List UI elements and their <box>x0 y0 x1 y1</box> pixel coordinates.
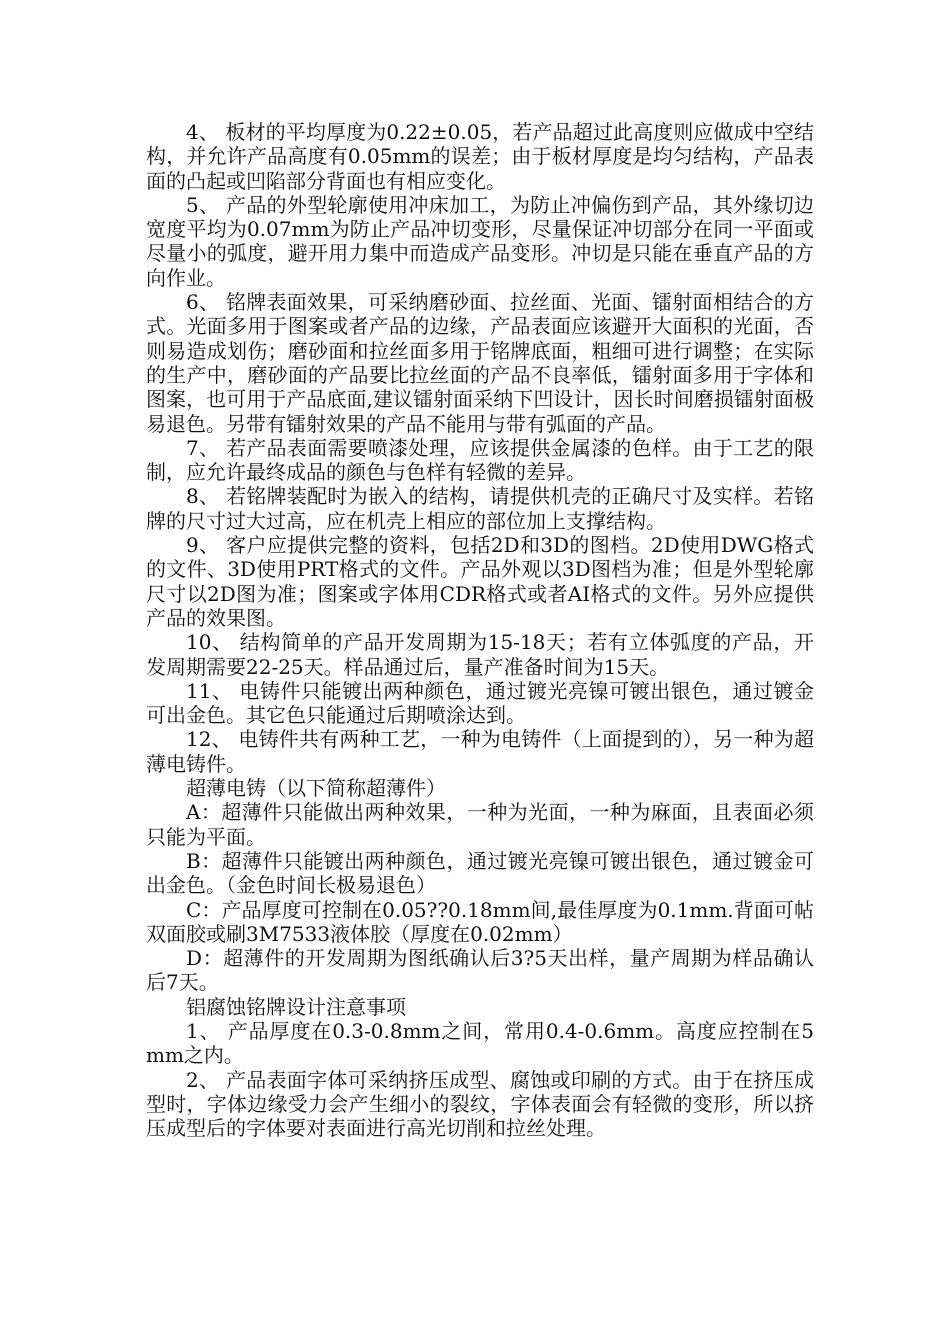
paragraph-item-10: 10、 结构简单的产品开发周期为15-18天；若有立体弧度的产品，开发周期需要22-25天。样品通过后，量产准备时间为15天。 <box>146 630 814 679</box>
paragraph-item-d: D：超薄件的开发周期为图纸确认后3?5天出样，量产周期为样品确认后7天。 <box>146 946 814 995</box>
paragraph-item-6: 6、 铭牌表面效果，可采纳磨砂面、拉丝面、光面、镭射面相结合的方式。光面多用于图案或者产品的边缘，产品表面应该避开大面积的光面，否则易造成划伤；磨砂面和拉丝面多用于铭牌底面，粗细可进行调整；在实际的生产中，磨砂面的产品要比拉丝面的产品不良率低，镭射面多用于字体和图案，也可用于产品底面,建议镭射面采纳下凹设计，因长时间磨损镭射面极易退色。另带有镭射效果的产品不能用与带有弧面的产品。 <box>146 290 814 436</box>
paragraph-item-a: A：超薄件只能做出两种效果，一种为光面，一种为麻面，且表面必须只能为平面。 <box>146 800 814 849</box>
paragraph-item-4: 4、 板材的平均厚度为0.22±0.05，若产品超过此高度则应做成中空结构，并允许产品高度有0.05mm的误差；由于板材厚度是均匀结构，产品表面的凸起或凹陷部分背面也有相应变化。 <box>146 120 814 193</box>
document-body <box>146 120 814 1140</box>
paragraph-item-alu-1: 1、 产品厚度在0.3-0.8mm之间，常用0.4-0.6mm。高度应控制在5 mm之内。 <box>146 1018 814 1068</box>
section-heading-aluminum-etched-nameplate: 铝腐蚀铭牌设计注意事项 <box>186 994 406 1019</box>
paragraph-item-7: 7、 若产品表面需要喷漆处理，应该提供金属漆的色样。由于工艺的限制，应允许最终成品的颜色与色样有轻微的差异。 <box>146 435 814 485</box>
paragraph-item-c: C：产品厚度可控制在0.05??0.18mm间,最佳厚度为0.1mm.背面可帖双面胶或刷3M7533液体胶（厚度在0.02mm） <box>146 897 814 946</box>
paragraph-item-11: 11、 电铸件只能镀出两种颜色，通过镀光亮镍可镀出银色，通过镀金可出金色。其它色只能通过后期喷涂达到。 <box>146 678 814 728</box>
section-heading-ultrathin-electroforming: 超薄电铸（以下简称超薄件） <box>186 776 446 801</box>
paragraph-item-8: 8、 若铭牌装配时为嵌入的结构，请提供机壳的正确尺寸及实样。若铭牌的尺寸过大过高，应在机壳上相应的部位加上支撑结构。 <box>146 484 814 533</box>
paragraph-item-9: 9、 客户应提供完整的资料，包括2D和3D的图档。2D使用DWG格式的文件、3D使用PRT格式的文件。产品外观以3D图档为准；但是外型轮廓尺寸以2D图为准；图案或字体用CDR格式或者AI格式的文件。另外应提供产品的效果图。 <box>146 533 814 630</box>
paragraph-item-b: B：超薄件只能镀出两种颜色，通过镀光亮镍可镀出银色，通过镀金可出金色。（金色时间长极易退色） <box>146 848 814 898</box>
paragraph-item-alu-2: 2、 产品表面字体可采纳挤压成型、腐蚀或印刷的方式。由于在挤压成型时，字体边缘受力会产生细小的裂纹，字体表面会有轻微的变形，所以挤压成型后的字体要对表面进行高光切削和拉丝处理。 <box>146 1067 814 1141</box>
paragraph-item-5: 5、 产品的外型轮廓使用冲床加工，为防止冲偏伤到产品，其外缘切边宽度平均为0.07mm为防止产品冲切变形，尽量保证冲切部分在同一平面或尽量小的弧度，避开用力集中而造成产品变形。冲切是只能在垂直产品的方向作业。 <box>146 192 814 290</box>
paragraph-item-12: 12、 电铸件共有两种工艺，一种为电铸件（上面提到的），另一种为超薄电铸件。 <box>146 727 814 776</box>
